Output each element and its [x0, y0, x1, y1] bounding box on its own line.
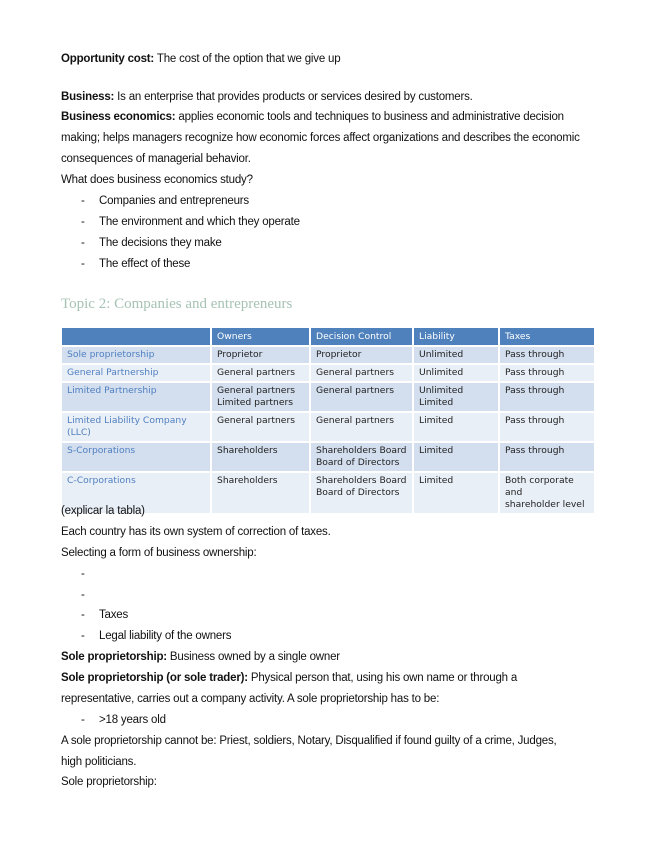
- table-cell: Shareholders Board Board of Directors: [310, 472, 413, 513]
- table-header-cell: Decision Control: [310, 328, 413, 346]
- table-header-cell: Liability: [413, 328, 499, 346]
- table-row: [62, 382, 595, 412]
- business-economics-term: Business economics:: [61, 111, 176, 123]
- opportunity-cost-line: [61, 51, 340, 67]
- cannot-be-line-2: high politicians.: [61, 756, 137, 768]
- table-row-label: General Partnership: [62, 364, 211, 382]
- table-cell: General partners: [211, 364, 310, 382]
- table-cell: Pass through: [499, 442, 595, 472]
- table-row: [62, 442, 595, 472]
- table-row-label: Limited Partnership: [62, 382, 211, 412]
- taxes-line: Each country has its own system of correction of taxes.: [61, 526, 331, 538]
- table-cell: Both corporate and shareholder level: [499, 472, 595, 513]
- business-term: Business:: [61, 91, 115, 103]
- table-cell: Limited: [413, 442, 499, 472]
- sole-proprietorship-term: Sole proprietorship:: [61, 651, 167, 663]
- sole-trader-definition-2: representative, carries out a company activity. A sole proprietorship has to be:: [61, 693, 440, 705]
- business-forms-table: [62, 328, 596, 513]
- business-economics-line: [61, 109, 564, 125]
- sole-trader-term: Sole proprietorship (or sole trader):: [61, 672, 248, 684]
- table-row: [62, 412, 595, 442]
- table-cell: Pass through: [499, 364, 595, 382]
- table-cell: Pass through: [499, 382, 595, 412]
- table-cell: Shareholders Board Board of Directors: [310, 442, 413, 472]
- table-header-cell: Taxes: [499, 328, 595, 346]
- sole-proprietorship-line: [61, 649, 340, 665]
- business-definition: Is an enterprise that provides products or services desired by customers.: [114, 91, 473, 103]
- cannot-be-line-1: A sole proprietorship cannot be: Priest, soldiers, Notary, Disqualified if found guilty of a crime, Judges,: [61, 735, 557, 747]
- sole-proprietorship-definition: Business owned by a single owner: [166, 651, 340, 663]
- table-cell: General partners: [310, 412, 413, 442]
- table-cell: Shareholders: [211, 472, 310, 513]
- table-row-label: Limited Liability Company (LLC): [62, 412, 211, 442]
- business-economics-definition-3: consequences of managerial behavior.: [61, 153, 251, 165]
- table-cell: Limited: [413, 412, 499, 442]
- table-cell: Unlimited: [413, 346, 499, 364]
- table-cell: General partners: [310, 364, 413, 382]
- table-cell: Unlimited Limited: [413, 382, 499, 412]
- business-line: [61, 89, 473, 105]
- table-cell: Proprietor: [211, 346, 310, 364]
- sole-proprietorship-heading: Sole proprietorship:: [61, 776, 157, 788]
- table-header-row: [62, 328, 595, 346]
- table-row-label: C-Corporations: [62, 472, 211, 513]
- table-cell: Pass through: [499, 412, 595, 442]
- sole-trader-line: [61, 670, 517, 686]
- opportunity-cost-term: Opportunity cost:: [61, 53, 155, 65]
- table-cell: General partners: [310, 382, 413, 412]
- table-header-cell: [62, 328, 211, 346]
- table-cell: General partners: [211, 412, 310, 442]
- study-question: What does business economics study?: [61, 174, 253, 186]
- table-row-label: Sole proprietorship: [62, 346, 211, 364]
- table-row: [62, 364, 595, 382]
- table-row-label: S-Corporations: [62, 442, 211, 472]
- opportunity-cost-definition: The cost of the option that we give up: [154, 53, 341, 65]
- topic-heading: Topic 2: Companies and entrepreneurs: [61, 296, 293, 312]
- table-cell: Unlimited: [413, 364, 499, 382]
- explain-table-note: (explicar la tabla): [61, 505, 145, 517]
- table-cell: Shareholders: [211, 442, 310, 472]
- sole-trader-definition-1: Physical person that, using his own name or through a: [247, 672, 518, 684]
- business-economics-definition-2: making; helps managers recognize how economic forces affect organizations and describes the economic: [61, 132, 580, 144]
- business-economics-definition-1: applies economic tools and techniques to business and administrative decision: [175, 111, 564, 123]
- table-cell: Proprietor: [310, 346, 413, 364]
- selecting-line: Selecting a form of business ownership:: [61, 547, 257, 559]
- table-row: [62, 346, 595, 364]
- table-cell: Limited: [413, 472, 499, 513]
- table-cell: Pass through: [499, 346, 595, 364]
- table-cell: General partners Limited partners: [211, 382, 310, 412]
- table-header-cell: Owners: [211, 328, 310, 346]
